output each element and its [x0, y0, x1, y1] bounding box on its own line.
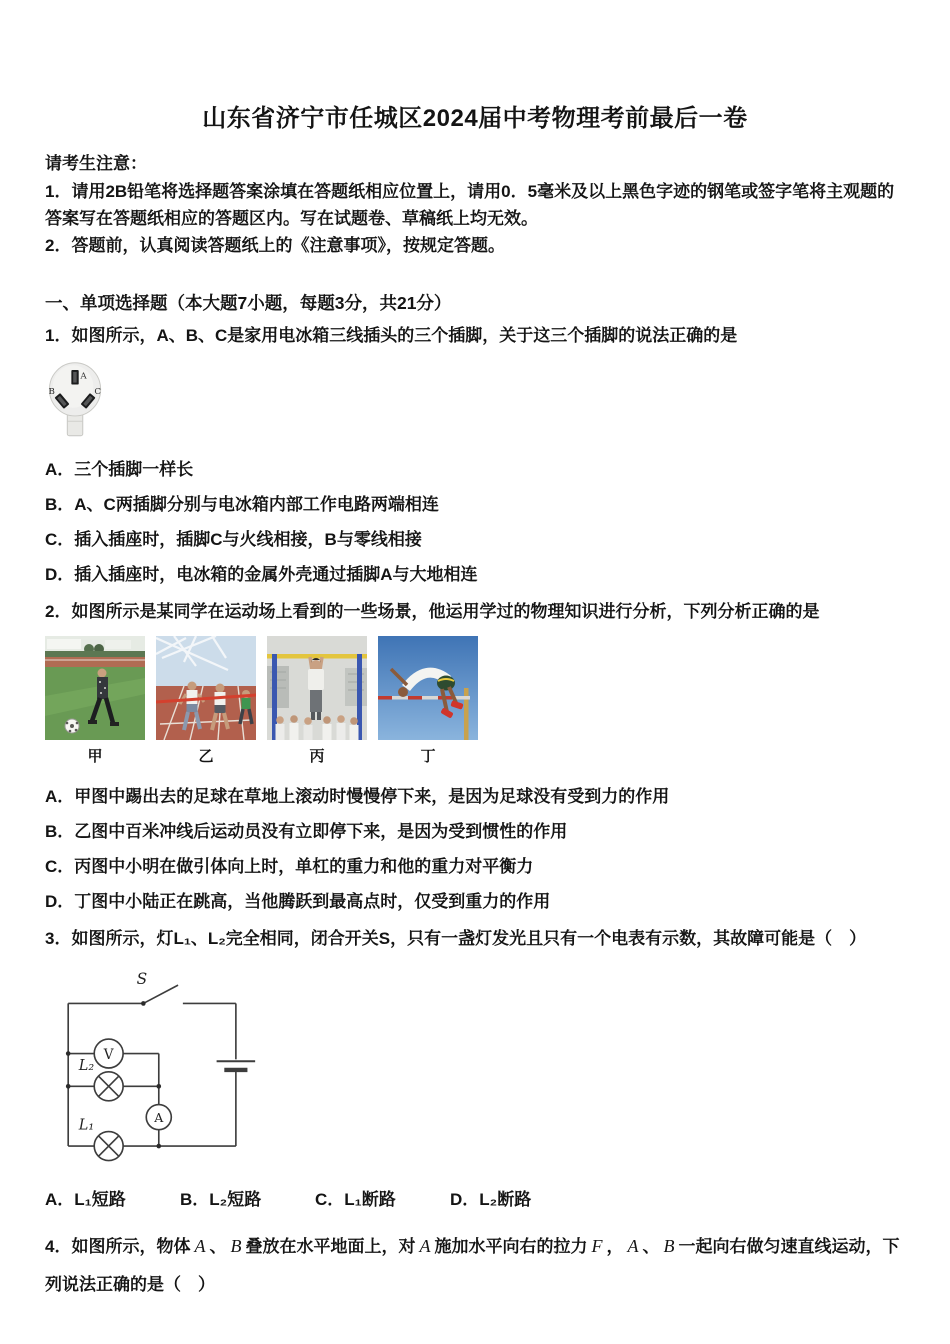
q4-segment: 、 — [209, 1237, 227, 1256]
q4-var-b: B — [230, 1236, 242, 1256]
q1-option-d: D．插入插座时，电冰箱的金属外壳通过插脚A与大地相连 — [45, 565, 478, 584]
q4-var-a: A — [194, 1236, 206, 1256]
section-heading: 一、单项选择题（本大题7小题，每题3分，共21分） — [45, 293, 452, 313]
q4-var-a: A — [419, 1236, 431, 1256]
q1-option-c: C．插入插座时，插脚C与火线相接，B与零线相接 — [45, 530, 422, 549]
sprint-finish-photo — [156, 636, 256, 740]
photo-high-jump — [378, 636, 478, 766]
question-2-options — [45, 786, 905, 913]
q4-segment: 一起向右做匀速直线运动，下列说法正确的是（ ） — [45, 1237, 900, 1294]
notice-block — [45, 150, 905, 259]
three-prong-plug-icon — [47, 361, 105, 439]
q4-var-b: B — [663, 1236, 675, 1256]
q4-var-a: A — [627, 1236, 639, 1256]
q4-var-f: F — [591, 1236, 603, 1256]
question-4-text — [45, 1227, 905, 1304]
q4-segment: 叠放在水平地面上，对 — [245, 1237, 416, 1256]
photo-label: 乙 — [198, 748, 214, 765]
question-1-options — [45, 459, 905, 586]
notice-item-2: 2．答题前，认真阅读答题纸上的《注意事项》，按规定答题。 — [45, 236, 505, 255]
lamp1-label: L₁ — [78, 1117, 95, 1134]
q4-segment: 、 — [642, 1237, 660, 1256]
notice-item-1: 1．请用2B铅笔将选择题答案涂填在答题纸相应位置上，请用0．5毫米及以上黑色字迹的钢笔或签字笔将主观题的答案写在答题纸相应的答题区内。写在试题卷、草稿纸上均无效。 — [45, 182, 895, 228]
photo-soccer-kick — [45, 636, 145, 766]
soccer-kick-photo — [45, 636, 145, 740]
q1-option-a: A．三个插脚一样长 — [45, 460, 194, 479]
q3-option-d: D．L₂断路 — [450, 1190, 532, 1209]
page-title: 山东省济宁市任城区2024届中考物理考前最后一卷 — [202, 105, 748, 132]
question-1-text: 1．如图所示，A、B、C是家用电冰箱三线插头的三个插脚，关于这三个插脚的说法正确的是 — [45, 326, 738, 345]
question-1-figure — [47, 361, 905, 444]
voltmeter-label: V — [103, 1046, 114, 1063]
plug-pin-label-b: B — [48, 387, 55, 398]
question-3-figure — [47, 966, 905, 1175]
photo-label: 甲 — [87, 748, 103, 765]
q2-option-d: D．丁图中小陆正在跳高，当他腾跃到最高点时，仅受到重力的作用 — [45, 892, 551, 911]
question-3-text: 3．如图所示，灯L₁、L₂完全相同，闭合开关S，只有一盏灯发光且只有一个电表有示数，其故障可能是（ ） — [45, 929, 867, 948]
circuit-diagram — [47, 966, 259, 1170]
ammeter-label: A — [154, 1109, 164, 1125]
photo-label: 丁 — [420, 748, 436, 765]
q4-segment: 施加水平向右的拉力 — [434, 1237, 588, 1256]
q2-option-c: C．丙图中小明在做引体向上时，单杠的重力和他的重力对平衡力 — [45, 857, 534, 876]
question-3-options — [45, 1189, 905, 1211]
switch-label: S — [136, 970, 148, 989]
q3-option-b: B．L₂短路 — [180, 1190, 262, 1209]
q3-option-a: A．L₁短路 — [45, 1190, 126, 1209]
pull-up-photo — [267, 636, 367, 740]
q2-option-a: A．甲图中踢出去的足球在草地上滚动时慢慢停下来，是因为足球没有受到力的作用 — [45, 787, 670, 806]
photo-sprint-finish — [156, 636, 256, 766]
plug-pin-label-a: A — [80, 371, 87, 382]
plug-pin-label-c: C — [94, 387, 102, 398]
notice-heading: 请考生注意： — [45, 154, 147, 173]
question-2-figure — [45, 636, 905, 766]
photo-label: 丙 — [309, 748, 325, 765]
lamp2-label: L₂ — [78, 1057, 95, 1074]
photo-pull-up — [267, 636, 367, 766]
q4-segment: 4．如图所示，物体 — [45, 1237, 191, 1256]
high-jump-photo — [378, 636, 478, 740]
q2-option-b: B．乙图中百米冲线后运动员没有立即停下来，是因为受到惯性的作用 — [45, 822, 568, 841]
q4-segment: ， — [606, 1237, 624, 1256]
question-2-text: 2．如图所示是某同学在运动场上看到的一些场景，他运用学过的物理知识进行分析，下列分析正确的是 — [45, 602, 820, 621]
q1-option-b: B．A、C两插脚分别与电冰箱内部工作电路两端相连 — [45, 495, 439, 514]
q3-option-c: C．L₁断路 — [315, 1190, 396, 1209]
